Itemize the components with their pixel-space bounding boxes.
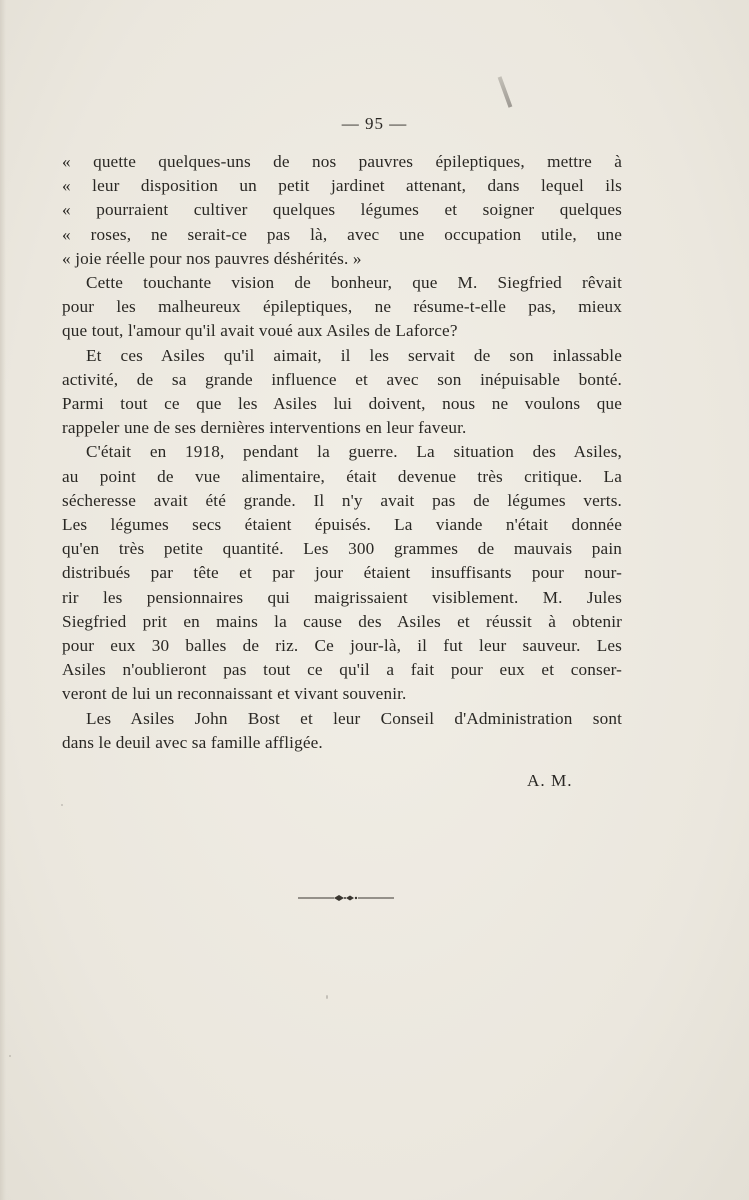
- text-line: sécheresse avait été grande. Il n'y avait pas de légumes verts.: [62, 490, 622, 510]
- text-line: « pourraient cultiver quelques légumes et soigner quelques: [62, 200, 622, 220]
- text-line: qu'en très petite quantité. Les 300 grammes de mauvais pain: [62, 539, 622, 559]
- text-line: Parmi tout ce que les Asiles lui doivent, nous ne voulons que: [62, 394, 622, 414]
- text-line: C'était en 1918, pendant la guerre. La situation des Asiles,: [86, 442, 622, 462]
- text-line: Les légumes secs étaient épuisés. La viande n'était donnée: [62, 515, 622, 535]
- page-edge-shadow: [0, 0, 6, 1200]
- text-line: Siegfried prit en mains la cause des Asiles et réussit à obtenir: [62, 611, 622, 631]
- body-text: [62, 150, 622, 755]
- text-line: « leur disposition un petit jardinet attenant, dans lequel ils: [62, 176, 622, 196]
- text-line: rappeler une de ses dernières interventions en leur faveur.: [62, 418, 467, 438]
- text-line: dans le deuil avec sa famille affligée.: [62, 732, 323, 752]
- text-line: Les Asiles John Bost et leur Conseil d'Administration sont: [86, 708, 622, 728]
- text-line: pour les malheureux épileptiques, ne résume-t-elle pas, mieux: [62, 297, 622, 317]
- text-line: rir les pensionnaires qui maigrissaient visiblement. M. Jules: [62, 587, 622, 607]
- paper-speck: [61, 804, 63, 806]
- paper-speck: [9, 1055, 11, 1057]
- text-line: distribués par tête et par jour étaient insuffisants pour nour-: [62, 563, 622, 583]
- text-line: au point de vue alimentaire, était devenue très critique. La: [62, 466, 622, 486]
- text-line: Cette touchante vision de bonheur, que M. Siegfried rêvait: [86, 273, 622, 293]
- text-line: activité, de sa grande influence et avec son inépuisable bonté.: [62, 369, 622, 389]
- signature: A. M.: [527, 771, 573, 790]
- text-line: Asiles n'oublieront pas tout ce qu'il a fait pour eux et conser-: [62, 660, 622, 680]
- text-line: Et ces Asiles qu'il aimait, il les servait de son inlassable: [86, 345, 622, 365]
- text-line: « roses, ne serait-ce pas là, avec une occupation utile, une: [62, 224, 622, 244]
- text-line: que tout, l'amour qu'il avait voué aux Asiles de Laforce?: [62, 321, 458, 341]
- text-line: « quette quelques-uns de nos pauvres épileptiques, mettre à: [62, 152, 622, 171]
- paper-speck: [326, 995, 328, 999]
- text-line: veront de lui un reconnaissant et vivant souvenir.: [62, 684, 407, 704]
- end-ornament: [296, 890, 396, 906]
- text-line: « joie réelle pour nos pauvres déshérités. »: [62, 248, 362, 268]
- text-line: pour eux 30 balles de riz. Ce jour-là, il fut leur sauveur. Les: [62, 636, 622, 656]
- pencil-mark: [498, 76, 513, 107]
- page-number: — 95 —: [341, 114, 408, 133]
